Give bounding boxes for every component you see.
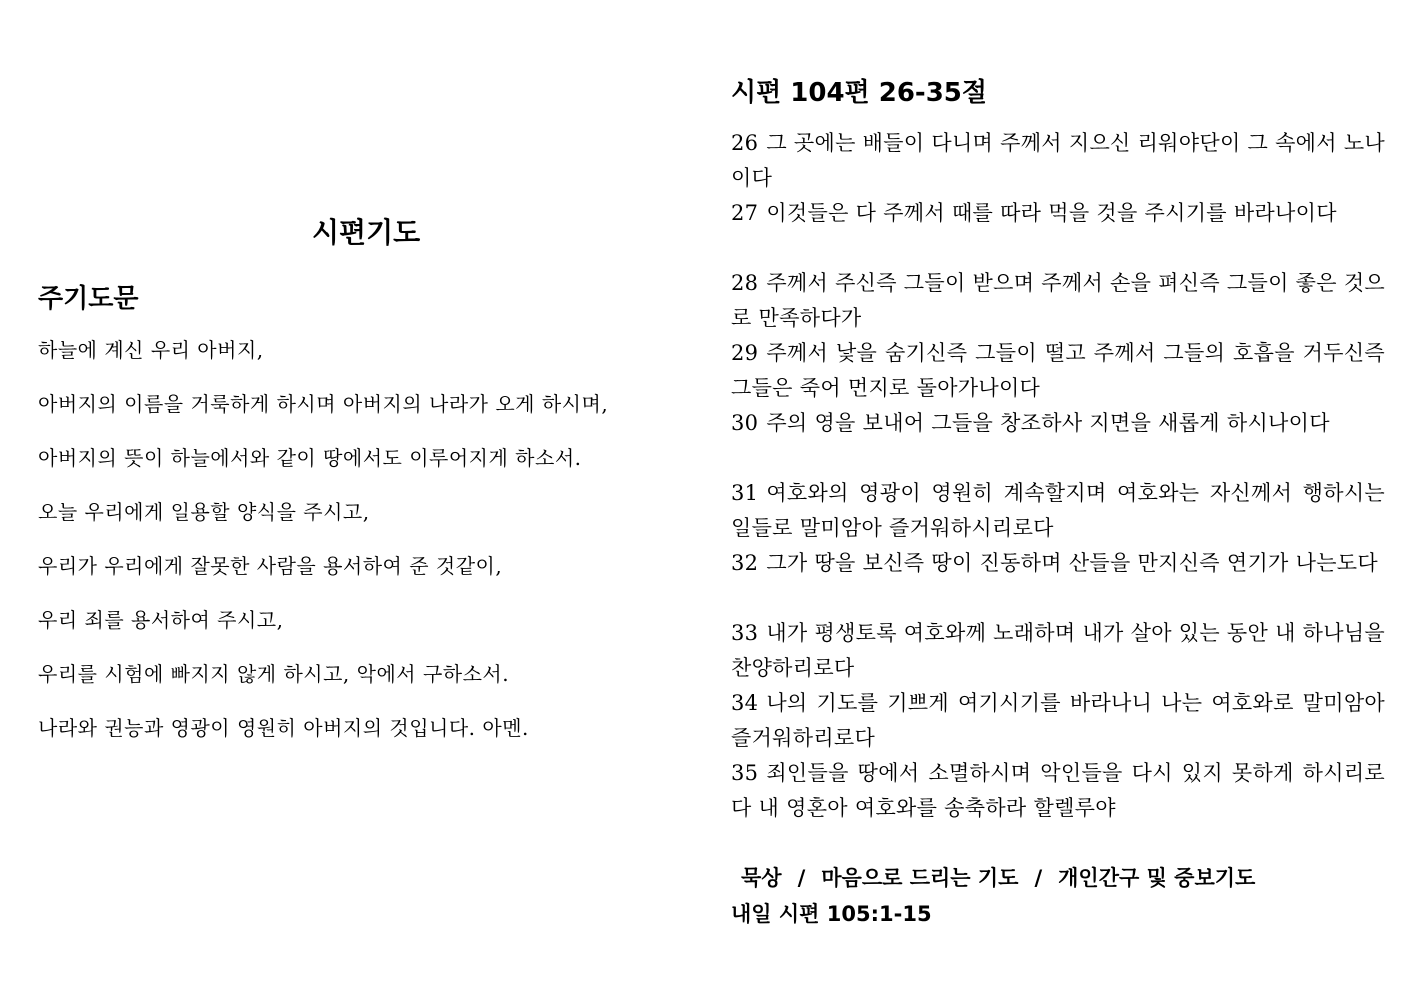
- verse-number: 35: [731, 761, 759, 785]
- verse-text: 나의 기도를 기쁘게 여기시기를 바라나니 나는 여호와로 말미암아 즐거워하리로다: [731, 691, 1385, 750]
- prayer-heading: 주기도문: [38, 284, 139, 314]
- verse: [731, 336, 1385, 406]
- verse: [731, 686, 1385, 756]
- verse-number: 30: [731, 411, 759, 435]
- verse-number: 34: [731, 691, 759, 715]
- verse-text: 그가 땅을 보신즉 땅이 진동하며 산들을 만지신즉 연기가 나는도다: [766, 551, 1378, 575]
- verse-text: 주께서 낯을 숨기신즉 그들이 떨고 주께서 그들의 호흡을 거두신즉 그들은 죽어 먼지로 돌아가나이다: [731, 341, 1385, 400]
- page-title: 시편기도: [312, 216, 421, 249]
- verse-list: [731, 126, 1385, 826]
- lords-prayer: [38, 335, 698, 767]
- verse: [731, 546, 1385, 616]
- verse-text: 내가 평생토록 여호와께 노래하며 내가 살아 있는 동안 내 하나님을 찬양하리로다: [731, 621, 1385, 680]
- prayer-line: 오늘 우리에게 일용할 양식을 주시고,: [38, 500, 370, 524]
- verse-text: 여호와의 영광이 영원히 계속할지며 여호와는 자신께서 행하시는 일들로 말미암아 즐거워하시리로다: [731, 481, 1385, 540]
- verse: [731, 616, 1385, 686]
- footer-item-heart-prayer: 마음으로 드리는 기도: [821, 866, 1019, 890]
- prayer-line: 우리 죄를 용서하여 주시고,: [38, 608, 284, 632]
- footer-separator: /: [1034, 866, 1043, 890]
- verse-text: 그 곳에는 배들이 다니며 주께서 지으신 리워야단이 그 속에서 노나이다: [731, 131, 1385, 190]
- prayer-line: 아버지의 뜻이 하늘에서와 같이 땅에서도 이루어지게 하소서.: [38, 446, 582, 470]
- verse-number: 26: [731, 131, 759, 155]
- prayer-line: 아버지의 이름을 거룩하게 하시며 아버지의 나라가 오게 하시며,: [38, 392, 609, 416]
- tomorrow-reading: 내일 시편 105:1-15: [731, 902, 932, 926]
- prayer-line: 하늘에 계신 우리 아버지,: [38, 338, 264, 362]
- verse-number: 31: [731, 481, 759, 505]
- verse-number: 29: [731, 341, 759, 365]
- verse-number: 28: [731, 271, 759, 295]
- verse: [731, 406, 1385, 476]
- footer-item-meditation: 묵상: [741, 866, 782, 890]
- verse: [731, 196, 1385, 266]
- verse: [731, 476, 1385, 546]
- verse: [731, 126, 1385, 196]
- footer-separator: /: [797, 866, 806, 890]
- verse: [731, 266, 1385, 336]
- prayer-line: 우리를 시험에 빠지지 않게 하시고, 악에서 구하소서.: [38, 662, 510, 686]
- verse-number: 32: [731, 551, 759, 575]
- footer-nav: [741, 862, 1255, 892]
- passage-reference: 시편 104편 26-35절: [731, 78, 987, 108]
- verse-text: 이것들은 다 주께서 때를 따라 먹을 것을 주시기를 바라나이다: [766, 201, 1337, 225]
- prayer-line: 우리가 우리에게 잘못한 사람을 용서하여 준 것같이,: [38, 554, 503, 578]
- prayer-line: 나라와 권능과 영광이 영원히 아버지의 것입니다. 아멘.: [38, 716, 529, 740]
- verse-number: 27: [731, 201, 759, 225]
- verse: [731, 756, 1385, 826]
- verse-text: 주께서 주신즉 그들이 받으며 주께서 손을 펴신즉 그들이 좋은 것으로 만족하다가: [731, 271, 1385, 330]
- verse-number: 33: [731, 621, 759, 645]
- verse-text: 죄인들을 땅에서 소멸하시며 악인들을 다시 있지 못하게 하시리로다 내 영혼아 여호와를 송축하라 할렐루야: [731, 761, 1385, 820]
- verse-text: 주의 영을 보내어 그들을 창조하사 지면을 새롭게 하시나이다: [766, 411, 1330, 435]
- footer-item-intercession: 개인간구 및 중보기도: [1058, 866, 1256, 890]
